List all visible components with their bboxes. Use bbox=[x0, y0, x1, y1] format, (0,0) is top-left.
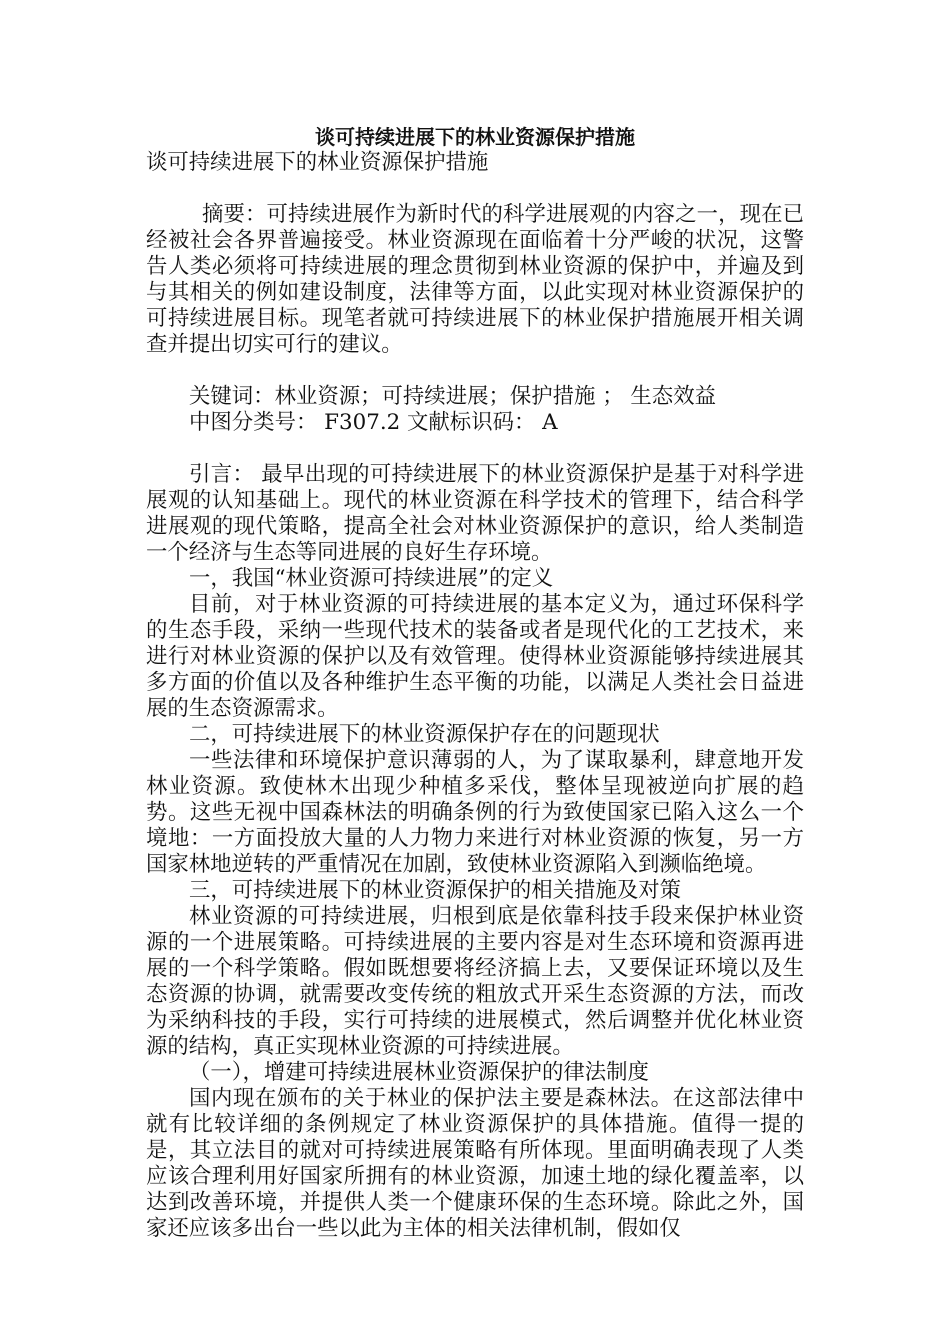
document-subtitle: 谈可持续进展下的林业资源保护措施 bbox=[146, 150, 489, 175]
document-page bbox=[146, 122, 804, 1242]
keywords-line: 关键词：林业资源；可持续进展；保护措施 ； 生态效益 bbox=[189, 384, 716, 409]
subsection-heading-1: （一），增建可持续进展林业资源保护的律法制度 bbox=[189, 1060, 649, 1085]
classification-line: 中图分类号： F307.2 文献标识码： A bbox=[189, 410, 558, 435]
intro-paragraph: 引言： 最早出现的可持续进展下的林业资源保护是基于对科学进展观的认知基础上。现代的林业资源在科学技术的管理下，结合科学进展观的现代策略，提高全社会对林业资源保护的意识，给人类制造一个经济与生态等同进展的良好生存环境。 bbox=[146, 462, 804, 565]
section-paragraph-3: 林业资源的可持续进展，归根到底是依靠科技手段来保护林业资源的一个进展策略。可持续进展的主要内容是对生态环境和资源再进展的一个科学策略。假如既想要将经济搞上去，又要保证环境以及生态资源的协调，就需要改变传统的粗放式开采生态资源的方法，而改为采纳科技的手段，实行可持续的进展模式，然后调整并优化林业资源的结构，真正实现林业资源的可持续进展。 bbox=[146, 904, 804, 1059]
document-title: 谈可持续进展下的林业资源保护措施 bbox=[315, 125, 635, 149]
blank-line bbox=[146, 436, 804, 462]
blank-line bbox=[146, 358, 804, 384]
section-paragraph-1: 目前，对于林业资源的可持续进展的基本定义为，通过环保科学的生态手段，采纳一些现代技术的装备或者是现代化的工艺技术，来进行对林业资源的保护以及有效管理。使得林业资源能够持续进展其多方面的价值以及各种维护生态平衡的功能，以满足人类社会日益进展的生态资源需求。 bbox=[146, 592, 804, 721]
section-heading-2: 二，可持续进展下的林业资源保护存在的问题现状 bbox=[189, 722, 660, 747]
section-heading-1: 一，我国“林业资源可持续进展”的定义 bbox=[189, 566, 554, 591]
blank-line bbox=[146, 176, 804, 202]
section-paragraph-2: 一些法律和环境保护意识薄弱的人，为了谋取暴利，肆意地开发林业资源。致使林木出现少种植多采伐，整体呈现被逆向扩展的趋势。这些无视中国森林法的明确条例的行为致使国家已陷入这么一个境地：一方面投放大量的人力物力来进行对林业资源的恢复，另一方国家林地逆转的严重情况在加剧，致使林业资源陷入到濒临绝境。 bbox=[146, 748, 804, 877]
abstract-paragraph: 摘要：可持续进展作为新时代的科学进展观的内容之一，现在已经被社会各界普遍接受。林业资源现在面临着十分严峻的状况，这警告人类必须将可持续进展的理念贯彻到林业资源的保护中，并遍及到与其相关的例如建设制度，法律等方面，以此实现对林业资源保护的可持续进展目标。现笔者就可持续进展下的林业保护措施展开相关调查并提出切实可行的建议。 bbox=[146, 202, 804, 357]
subsection-paragraph-1: 国内现在颁布的关于林业的保护法主要是森林法。在这部法律中就有比较详细的条例规定了林业资源保护的具体措施。值得一提的是，其立法目的就对可持续进展策略有所体现。里面明确表现了人类应该合理利用好国家所拥有的林业资源，加速土地的绿化覆盖率，以达到改善环境，并提供人类一个健康环保的生态环境。除此之外，国家还应该多出台一些以此为主体的相关法律机制，假如仅 bbox=[146, 1086, 804, 1241]
section-heading-3: 三，可持续进展下的林业资源保护的相关措施及对策 bbox=[189, 878, 681, 903]
